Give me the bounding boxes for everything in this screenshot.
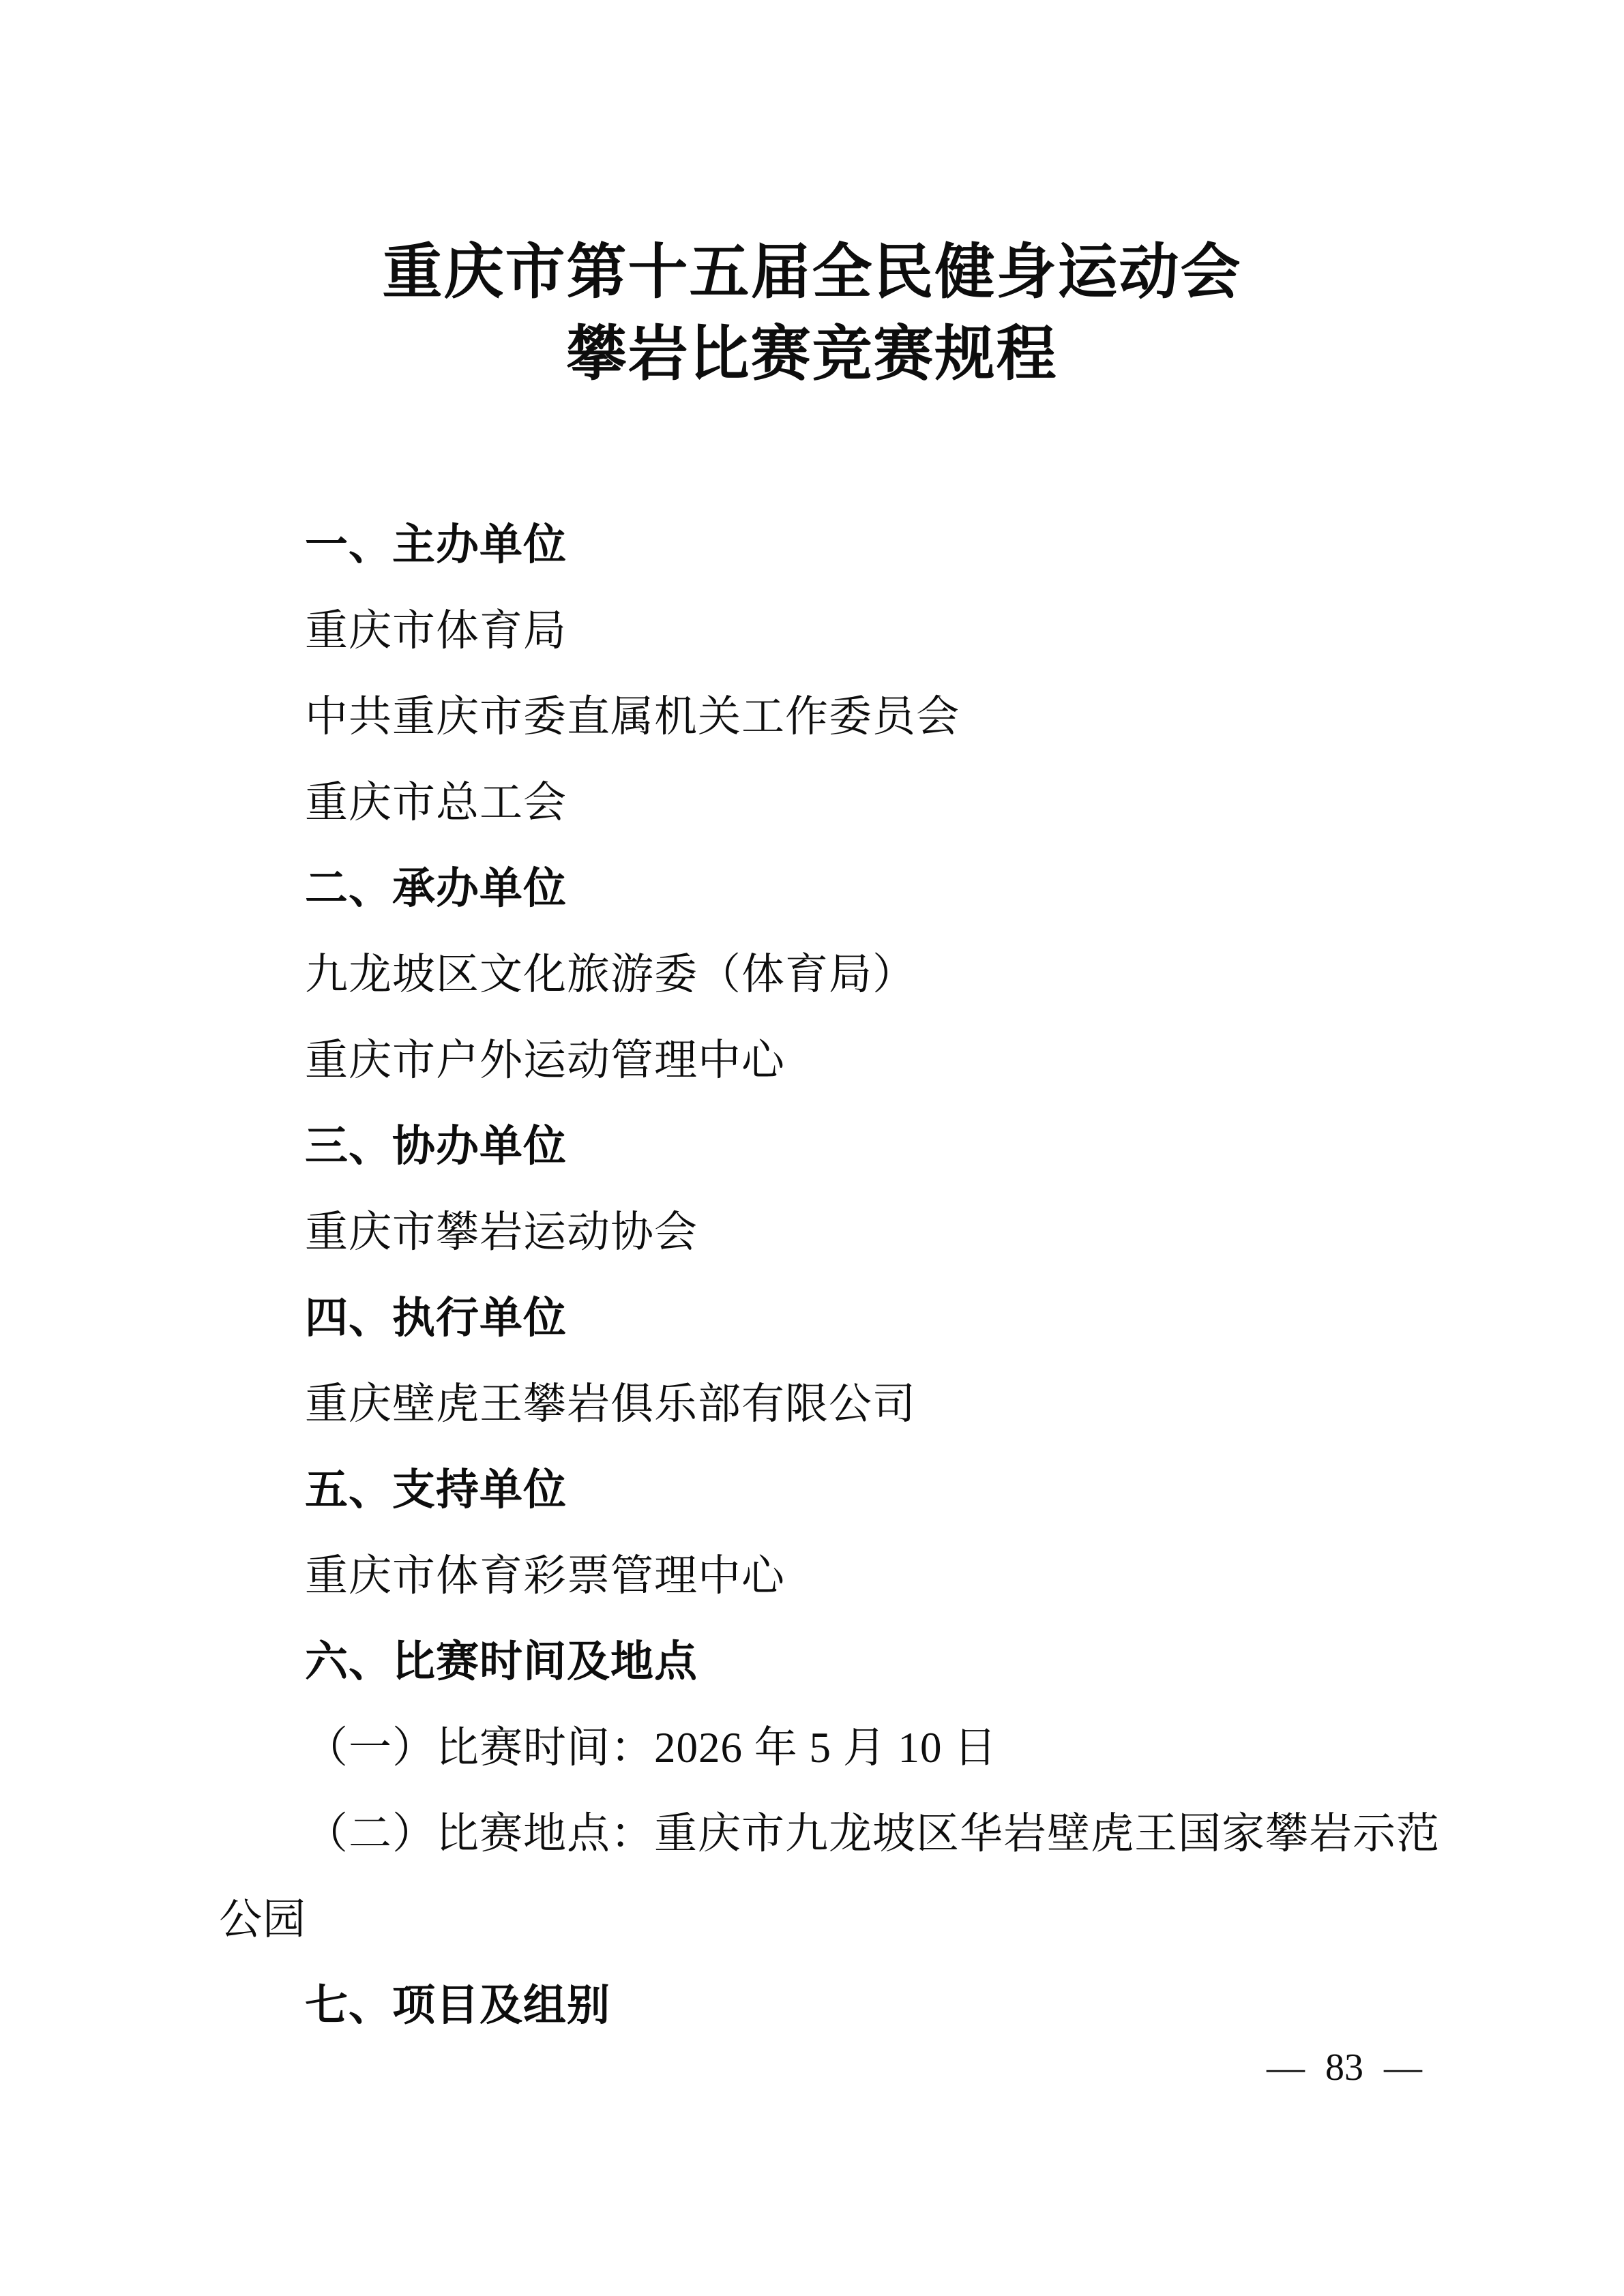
document-title (0, 230, 1624, 394)
paragraph-line: 重庆市体育局 (305, 607, 567, 655)
paragraph-continuation-line: 公园 (219, 1896, 306, 1943)
paragraph-line: 中共重庆市委直属机关工作委员会 (305, 693, 960, 741)
section-heading-7: 七、项目及组别 (305, 1980, 610, 2030)
document-body (219, 502, 1440, 2048)
section-heading-1: 一、主办单位 (305, 520, 567, 569)
section-heading-2: 二、承办单位 (305, 863, 567, 913)
paragraph-line: （一）比赛时间：2026 年 5 月 10 日 (305, 1724, 998, 1772)
section-heading-4: 四、执行单位 (305, 1293, 567, 1343)
section-heading-5: 五、支持单位 (305, 1465, 567, 1515)
paragraph-line: 重庆壁虎王攀岩俱乐部有限公司 (305, 1380, 916, 1428)
paragraph-line: 九龙坡区文化旅游委（体育局） (305, 951, 916, 998)
paragraph-line: 重庆市体育彩票管理中心 (305, 1552, 785, 1600)
section-heading-3: 三、协办单位 (305, 1121, 567, 1171)
paragraph-line: （二）比赛地点：重庆市九龙坡区华岩壁虎王国家攀岩示范 (305, 1810, 1440, 1858)
paragraph-line: 重庆市总工会 (305, 779, 567, 826)
document-title-line-1: 重庆市第十五届全民健身运动会 (382, 236, 1242, 307)
page-number: — 83 — (1267, 2046, 1422, 2089)
paragraph-line: 重庆市攀岩运动协会 (305, 1208, 698, 1256)
section-heading-6: 六、比赛时间及地点 (305, 1637, 698, 1686)
document-title-line-2: 攀岩比赛竞赛规程 (566, 318, 1058, 389)
paragraph-line: 重庆市户外运动管理中心 (305, 1037, 785, 1084)
